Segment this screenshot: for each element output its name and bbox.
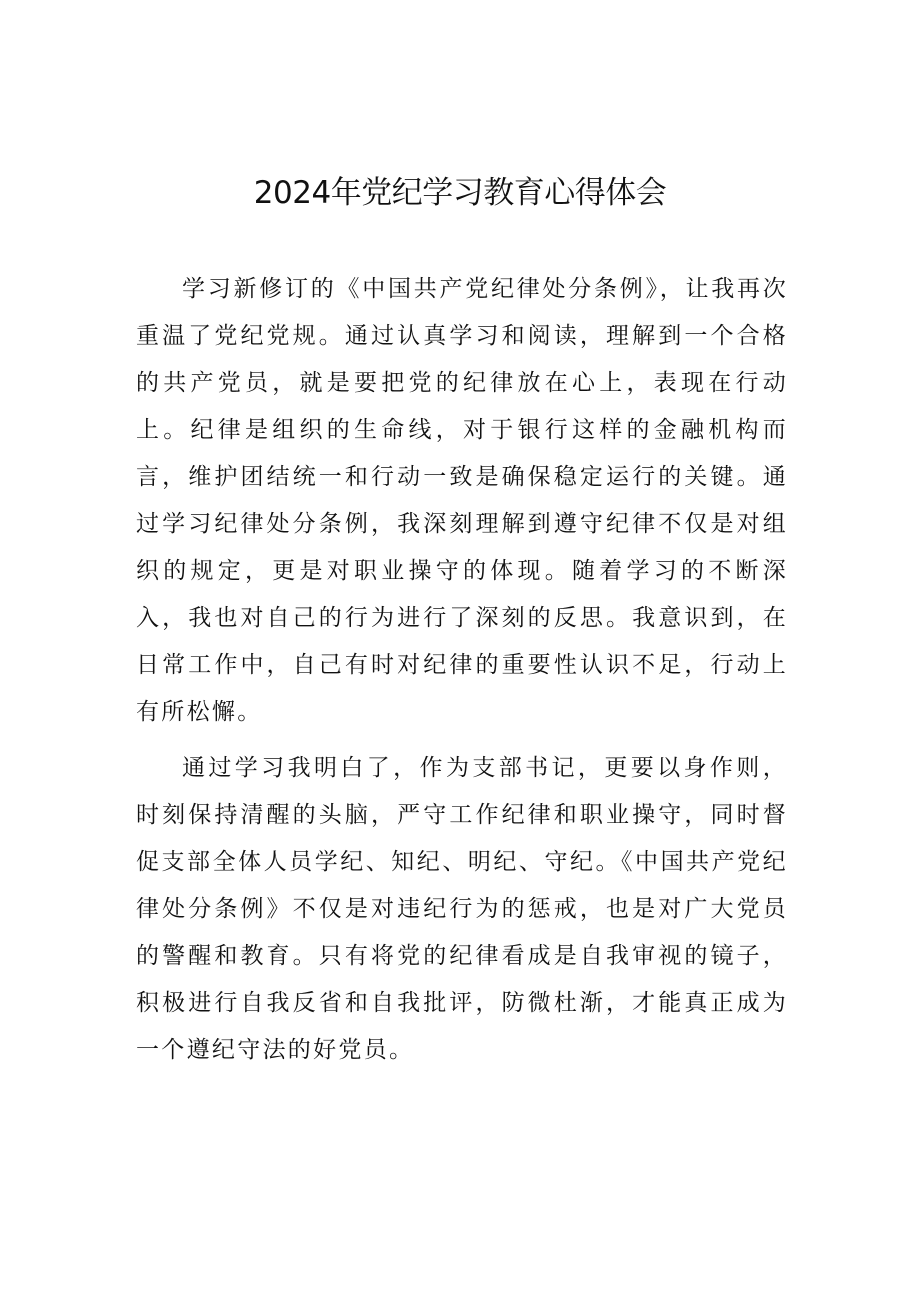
document-body [136,266,788,1074]
document-title: 2024年党纪学习教育心得体会 [253,175,667,211]
paragraph-1: 学习新修订的《中国共产党纪律处分条例》，让我再次重温了党纪党规。通过认真学习和阅读，理解到一个合格的共产党员，就是要把党的纪律放在心上，表现在行动上。纪律是组织的生命线，对于银行这样的金融机构而言，维护团结统一和行动一致是确保稳定运行的关键。通过学习纪律处分条例，我深刻理解到遵守纪律不仅是对组织的规定，更是对职业操守的体现。随着学习的不断深入，我也对自己的行为进行了深刻的反思。我意识到，在日常工作中，自己有时对纪律的重要性认识不足，行动上有所松懈。 [136,276,788,725]
paragraph-2: 通过学习我明白了，作为支部书记，更要以身作则，时刻保持清醒的头脑，严守工作纪律和职业操守，同时督促支部全体人员学纪、知纪、明纪、守纪。《中国共产党纪律处分条例》不仅是对违纪行为的惩戒，也是对广大党员的警醒和教育。只有将党的纪律看成是自我审视的镜子，积极进行自我反省和自我批评，防微杜渐，才能真正成为一个遵纪守法的好党员。 [136,755,788,1063]
